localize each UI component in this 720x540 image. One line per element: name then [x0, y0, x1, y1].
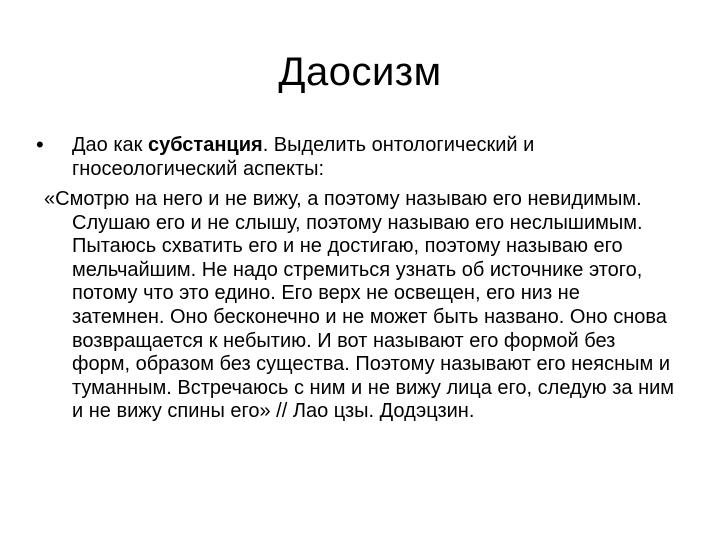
slide-title: Даосизм: [278, 50, 442, 94]
bullet-row: [36, 133, 676, 181]
bullet-marker: •: [36, 132, 44, 157]
quote-block: [44, 188, 676, 424]
bullet-suffix: . Выделить онтологический и гносеологический аспекты:: [72, 134, 535, 180]
bullet-prefix: Дао как: [72, 134, 148, 156]
bullet-emphasis: субстанция: [147, 134, 263, 156]
bullet-text: [72, 133, 676, 181]
quote-text: «Смотрю на него и не вижу, а поэтому называю его невидимым. Слушаю его и не слышу, поэтому называю его неслышимым. Пытаюсь схватить его и не достигаю, поэтому называю его мельчайшим. Не надо стремиться узнать об источнике этого, потому что это едино. Его верх не освещен, его низ не затемнен. Оно бесконечно и не может быть названо. Оно снова возвращается к небытию. И вот называют его формой без форм, образом без существа. Поэтому называют его неясным и туманным. Встречаюсь с ним и не вижу лица его, следую за ним и не вижу спины его» // Лао цзы. Додэцзин.: [44, 188, 675, 423]
bullet-item: [36, 133, 676, 181]
